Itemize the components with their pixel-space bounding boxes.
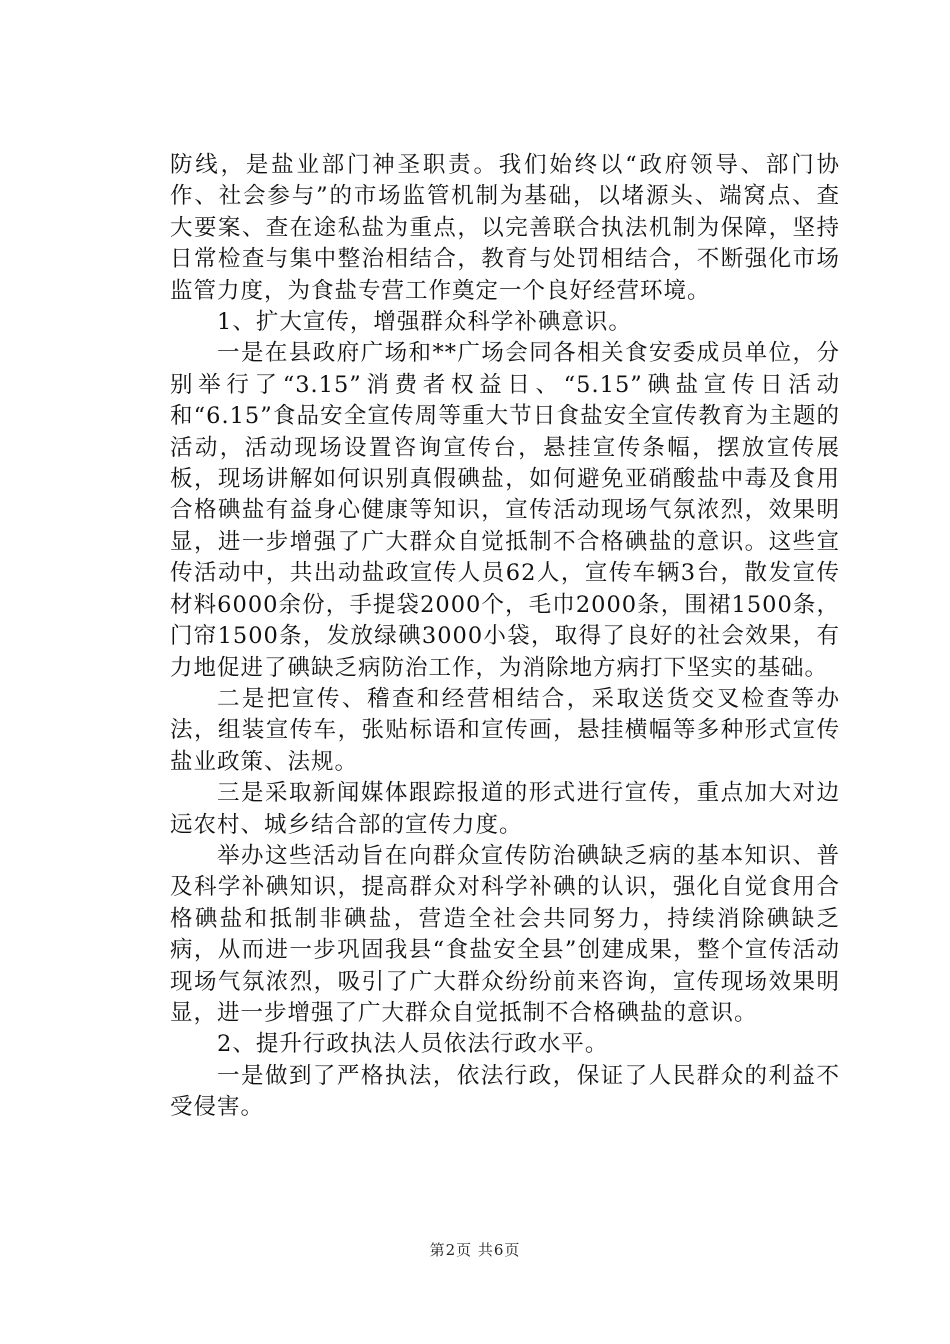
paragraph-publicity-inspection: 二是把宣传、稽查和经营相结合，采取送货交叉检查等办法，组装宣传车，张贴标语和宣传画，悬挂横幅等多种形式宣传盐业政策、法规。 bbox=[170, 685, 840, 775]
paragraph-media-reporting: 三是采取新闻媒体跟踪报道的形式进行宣传，重点加大对边远农村、城乡结合部的宣传力度。 bbox=[170, 780, 840, 838]
document-body bbox=[170, 150, 840, 1124]
paragraph-activity-purpose: 举办这些活动旨在向群众宣传防治碘缺乏病的基本知识、普及科学补碘知识，提高群众对科学补碘的认识，强化自觉食用合格碘盐和抵制非碘盐，营造全社会共同努力，持续消除碘缺乏病，从而进一步巩固我县“食盐安全县”创建成果，整个宣传活动现场气氛浓烈，吸引了广大群众纷纷前来咨询，宣传现场效果明显，进一步增强了广大群众自觉抵制不合格碘盐的意识。 bbox=[170, 842, 840, 1026]
heading-law-enforcement: 2、提升行政执法人员依法行政水平。 bbox=[217, 1031, 609, 1058]
paragraph-strict-enforcement: 一是做到了严格执法，依法行政，保证了人民群众的利益不受侵害。 bbox=[170, 1062, 840, 1121]
heading-expand-publicity: 1、扩大宣传，增强群众科学补碘意识。 bbox=[217, 309, 632, 336]
page-number-footer: 第2页 共6页 bbox=[429, 1241, 521, 1259]
paragraph-market-supervision: 防线，是盐业部门神圣职责。我们始终以“政府领导、部门协作、社会参与”的市场监管机制为基础，以堵源头、端窝点、查大要案、查在途私盐为重点，以完善联合执法机制为保障，坚持日常检查与集中整治相结合，教育与处罚相结合，不断强化市场监管力度，为食盐专营工作奠定一个良好经营环境。 bbox=[170, 152, 840, 304]
paragraph-publicity-activities: 一是在县政府广场和**广场会同各相关食安委成员单位，分别举行了“3.15”消费者权益日、“5.15”碘盐宣传日活动和“6.15”食品安全宣传周等重大节日食盐安全宣传教育为主题的活动，活动现场设置咨询宣传台，悬挂宣传条幅，摆放宣传展板，现场讲解如何识别真假碘盐，如何避免亚硝酸盐中毒及食用合格碘盐有益身心健康等知识，宣传活动现场气氛浓烈，效果明显，进一步增强了广大群众自觉抵制不合格碘盐的意识。这些宣传活动中，共出动盐政宣传人员62人，宣传车辆3台，散发宣传材料6000余份，手提袋2000个，毛巾2000条，围裙1500条，门帘1500条，发放绿碘3000小袋，取得了良好的社会效果，有力地促进了碘缺乏病防治工作，为消除地方病打下坚实的基础。 bbox=[170, 340, 840, 681]
